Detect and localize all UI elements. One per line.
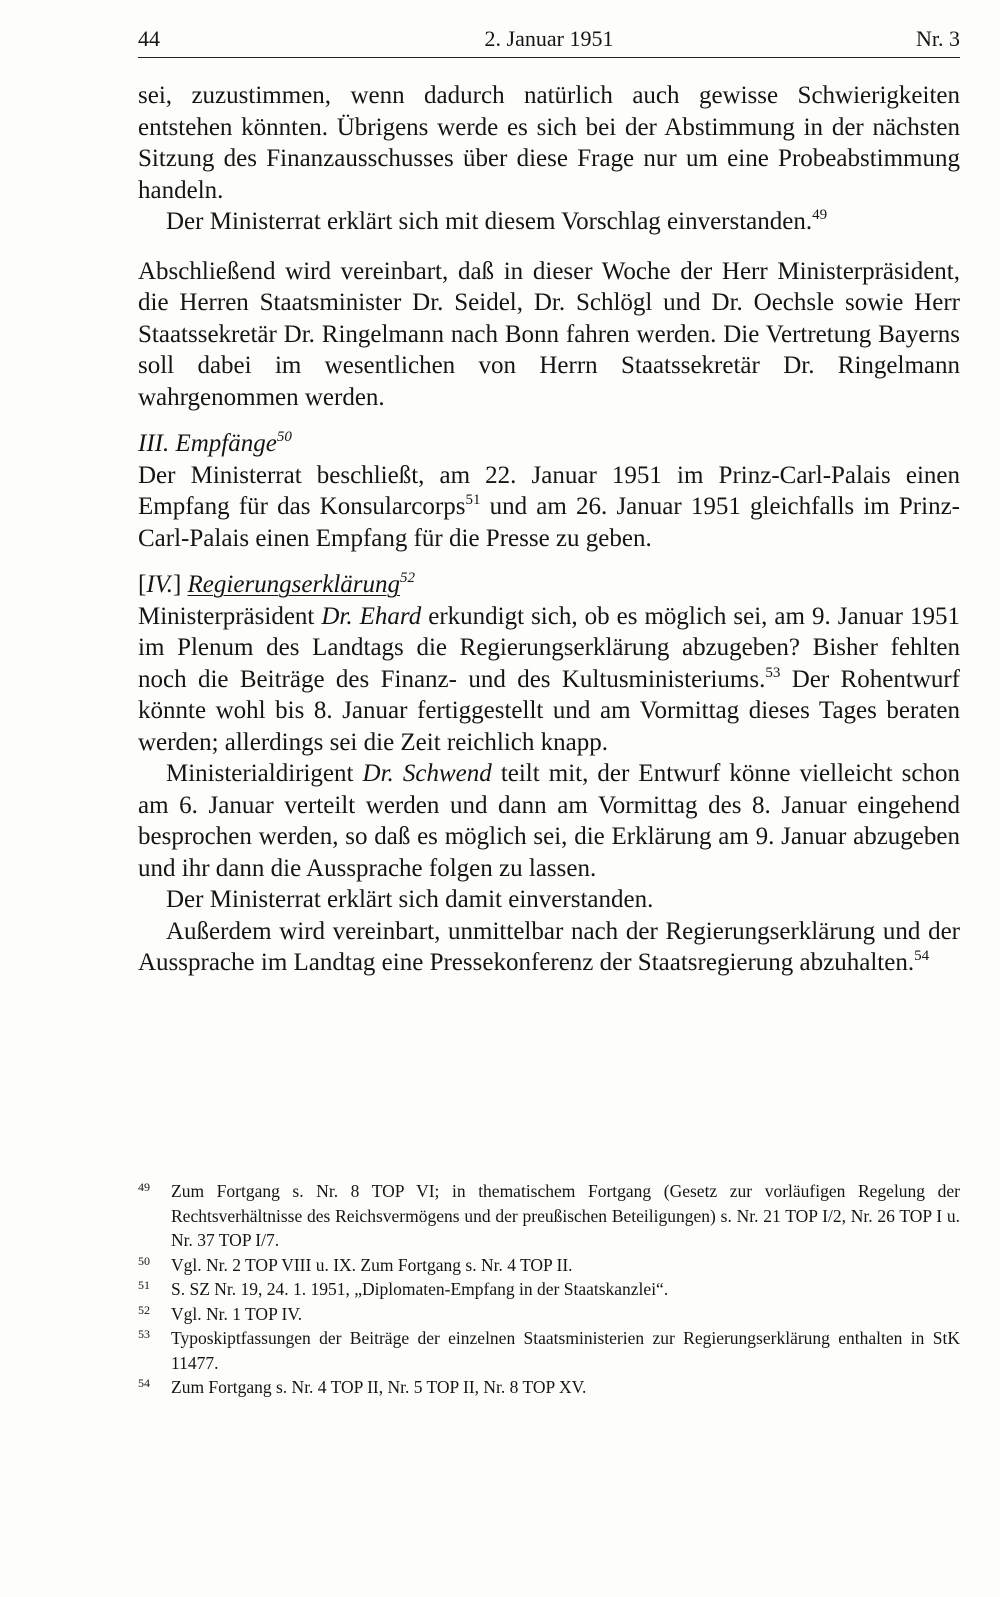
footnote-text: Typoskiptfassungen der Beiträge der einzelnen Staatsministerien zur Regierungserklärung enthalten in StK 11477.	[171, 1328, 960, 1373]
footnote-number: 52	[138, 1302, 150, 1317]
paragraph-text: erkundigt sich, ob es möglich sei, am 9. Januar 1951 im Plenum des Landtags die Regierungserklärung abzugeben? Bisher fehlten noch die Beiträge des Finanz- und des Kultusministeriums.	[138, 602, 961, 693]
running-head	[138, 24, 960, 54]
paragraph-text: Der Ministerrat erklärt sich mit diesem Vorschlag einverstanden.	[166, 208, 813, 235]
paragraph	[138, 916, 960, 979]
footnote-ref[interactable]: 53	[765, 664, 781, 681]
document-number: Nr. 3	[916, 26, 960, 51]
paragraph-text: und am 26. Januar 1951 gleichfalls im Prinz-Carl-Palais einen Empfang für die Presse zu geben.	[138, 493, 961, 552]
paragraph	[138, 80, 960, 206]
paragraph-text: Abschließend wird vereinbart, daß in dieser Woche der Herr Ministerpräsident, die Herren Staatsminister Dr. Seidel, Dr. Schlögl und Dr. Oechsle sowie Herr Staatssekretär Dr. Ringelmann nach Bonn fahren werden. Die Vertretung Bayerns soll dabei im wesentlichen von Herrn Staatssekretär Dr. Ringelmann wahrgenommen werden.	[138, 257, 960, 411]
section-title: III. Empfänge	[138, 430, 277, 457]
section-heading-empfaenge	[138, 428, 960, 460]
footnote	[138, 1179, 960, 1253]
footnote-text: Vgl. Nr. 2 TOP VIII u. IX. Zum Fortgang s. Nr. 4 TOP II.	[171, 1254, 573, 1275]
footnote	[138, 1302, 960, 1327]
paragraph-text: Ministerpräsident	[138, 602, 322, 630]
paragraph	[138, 758, 960, 884]
paragraph	[138, 256, 960, 414]
footnote-number: 53	[138, 1327, 150, 1341]
bracket: ]	[172, 571, 188, 598]
footnote-text: Vgl. Nr. 1 TOP IV.	[171, 1303, 303, 1324]
footnote	[138, 1253, 960, 1278]
section-title: Regierungserklärung	[187, 571, 400, 598]
footnote-ref[interactable]: 52	[400, 570, 415, 586]
footnote-ref[interactable]: 51	[465, 492, 481, 508]
page-number: 44	[138, 26, 160, 51]
footnote-ref[interactable]: 50	[276, 429, 292, 445]
footnote	[138, 1375, 960, 1400]
paragraph-text: sei, zuzustimmen, wenn dadurch natürlich auch gewisse Schwierigkeiten entstehen könnten. Übrigens werde es sich bei der Abstimmung in der nächsten Sitzung des Finanzausschusses über diese Frage nur um eine Probeabstimmung handeln.	[138, 82, 960, 204]
footnote-number: 51	[138, 1278, 150, 1292]
header-rule	[138, 57, 960, 58]
footnote-ref[interactable]: 54	[914, 948, 930, 964]
footnote-text: Zum Fortgang s. Nr. 8 TOP VI; in thematischem Fortgang (Gesetz zur vorläufigen Regelung der Rechtsverhältnisse des Reichsvermögens und der preußischen Beteiligungen) s. Nr. 21 TOP I/2, Nr. 26 TOP I u. Nr. 37 TOP I/7.	[171, 1181, 960, 1250]
paragraph-text: Der Ministerrat erklärt sich damit einverstanden.	[166, 886, 654, 913]
footnotes	[138, 1179, 960, 1400]
footnote	[138, 1326, 960, 1375]
paragraph	[138, 460, 960, 555]
paragraph	[138, 884, 960, 916]
paragraph-text: Der Ministerrat beschließt, am 22. Januar 1951 im Prinz-Carl-Palais einen Empfang für das Konsularcorps	[138, 461, 960, 520]
body-text	[138, 80, 960, 979]
footnote-text: S. SZ Nr. 19, 24. 1. 1951, „Diplomaten-Empfang in der Staatskanzlei“.	[171, 1279, 669, 1299]
paragraph-text: teilt mit, der Entwurf könne vielleicht schon am 6. Januar verteilt werden und dann am Vormittag des 8. Januar eingehend besprochen werden, so daß es möglich sei, die Erklärung am 9. Januar abzugeben und ihr dann die Aussprache folgen zu lassen.	[138, 760, 960, 882]
paragraph-text: Ministerialdirigent	[166, 760, 363, 787]
paragraph	[138, 206, 960, 238]
section-number: IV.	[146, 571, 173, 598]
person-name: Dr. Ehard	[321, 602, 422, 630]
footnote-number: 50	[138, 1253, 150, 1268]
footnote	[138, 1277, 960, 1302]
paragraph-text: Der Rohentwurf könnte wohl bis 8. Januar fertiggestellt und am Vormittag dieses Tages beraten werden; allerdings sei die Zeit reichlich knapp.	[138, 665, 960, 756]
footnote-ref[interactable]: 49	[812, 207, 828, 223]
footnote-number: 49	[138, 1180, 150, 1194]
paragraph	[138, 601, 960, 759]
person-name: Dr. Schwend	[362, 760, 492, 787]
bracket: [	[138, 571, 147, 598]
footnote-text: Zum Fortgang s. Nr. 4 TOP II, Nr. 5 TOP II, Nr. 8 TOP XV.	[171, 1377, 587, 1397]
footnote-number: 54	[138, 1376, 150, 1390]
section-heading-regierungserklaerung	[138, 569, 960, 601]
paragraph-text: Außerdem wird vereinbart, unmittelbar nach der Regierungserklärung und der Aussprache im Landtag eine Pressekonferenz der Staatsregierung abzuhalten.	[138, 917, 960, 976]
running-head-date: 2. Januar 1951	[484, 26, 614, 51]
